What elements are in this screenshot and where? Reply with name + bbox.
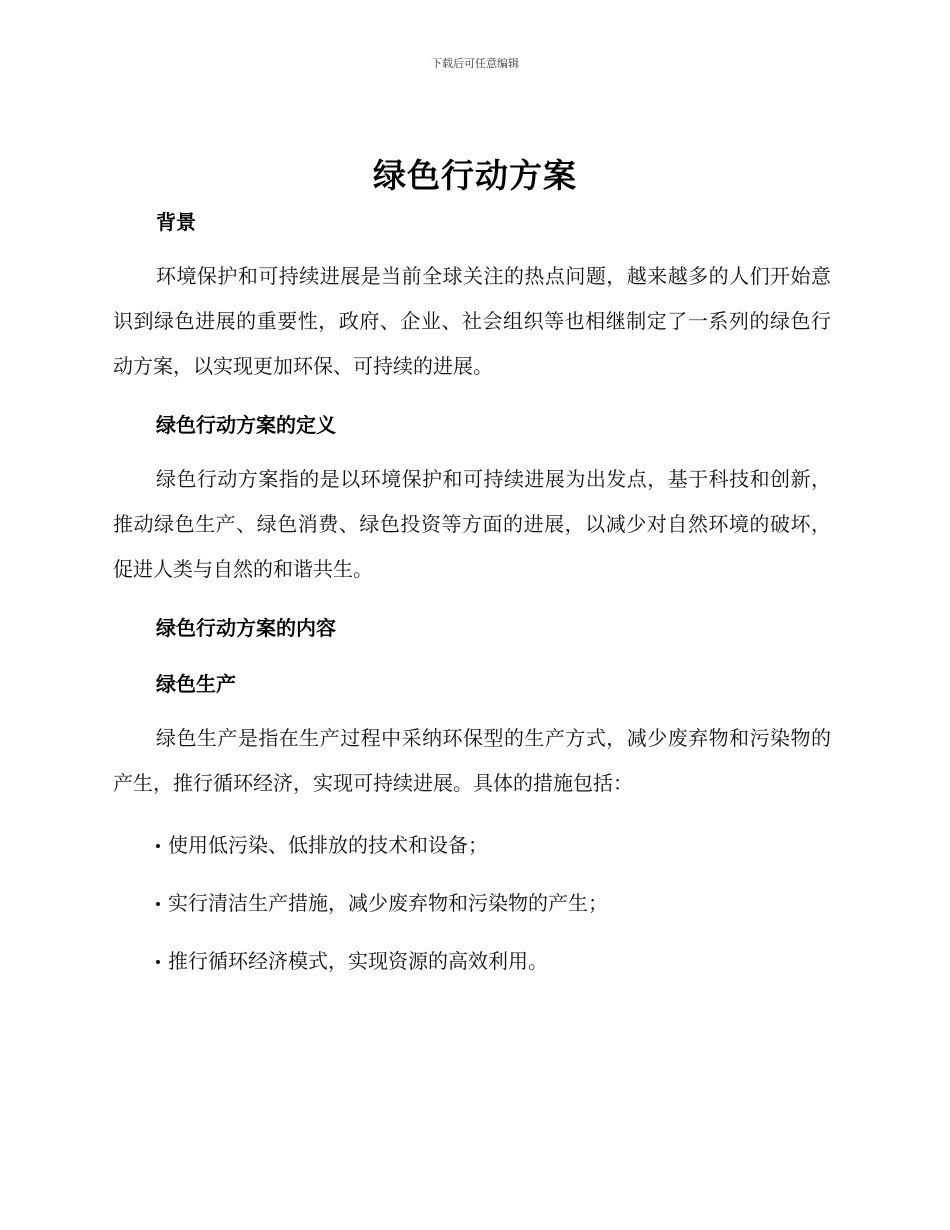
list-item-text: 推行循环经济模式，实现资源的高效利用。 [168,949,548,973]
section-heading-green-production: 绿色生产 [156,672,236,696]
list-item [113,816,831,874]
paragraph-background: 环境保护和可持续进展是当前全球关注的热点问题，越来越多的人们开始意识到绿色进展的重要性，政府、企业、社会组织等也相继制定了一系列的绿色行动方案，以实现更加环保、可持续的进展。 [113,264,831,378]
measures-list [113,816,831,990]
document-body [113,196,831,990]
header-note: 下载后可任意编辑 [431,57,519,70]
bullet-icon [156,960,160,964]
bullet-icon [156,902,160,906]
list-item-text: 使用低污染、低排放的技术和设备； [168,833,488,857]
page-title: 绿色行动方案 [373,156,577,195]
list-item-text: 实行清洁生产措施，减少废弃物和污染物的产生； [168,891,608,915]
bullet-icon [156,844,160,848]
section-heading-background: 背景 [156,210,196,234]
paragraph-definition: 绿色行动方案指的是以环境保护和可持续进展为出发点，基于科技和创新，推动绿色生产、绿色消费、绿色投资等方面的进展，以减少对自然环境的破坏，促进人类与自然的和谐共生。 [113,467,831,581]
list-item [113,932,831,990]
section-heading-content: 绿色行动方案的内容 [156,616,336,640]
list-item [113,874,831,932]
paragraph-green-production: 绿色生产是指在生产过程中采纳环保型的生产方式，减少废弃物和污染物的产生，推行循环经济，实现可持续进展。具体的措施包括： [113,726,831,795]
section-heading-definition: 绿色行动方案的定义 [156,413,336,437]
